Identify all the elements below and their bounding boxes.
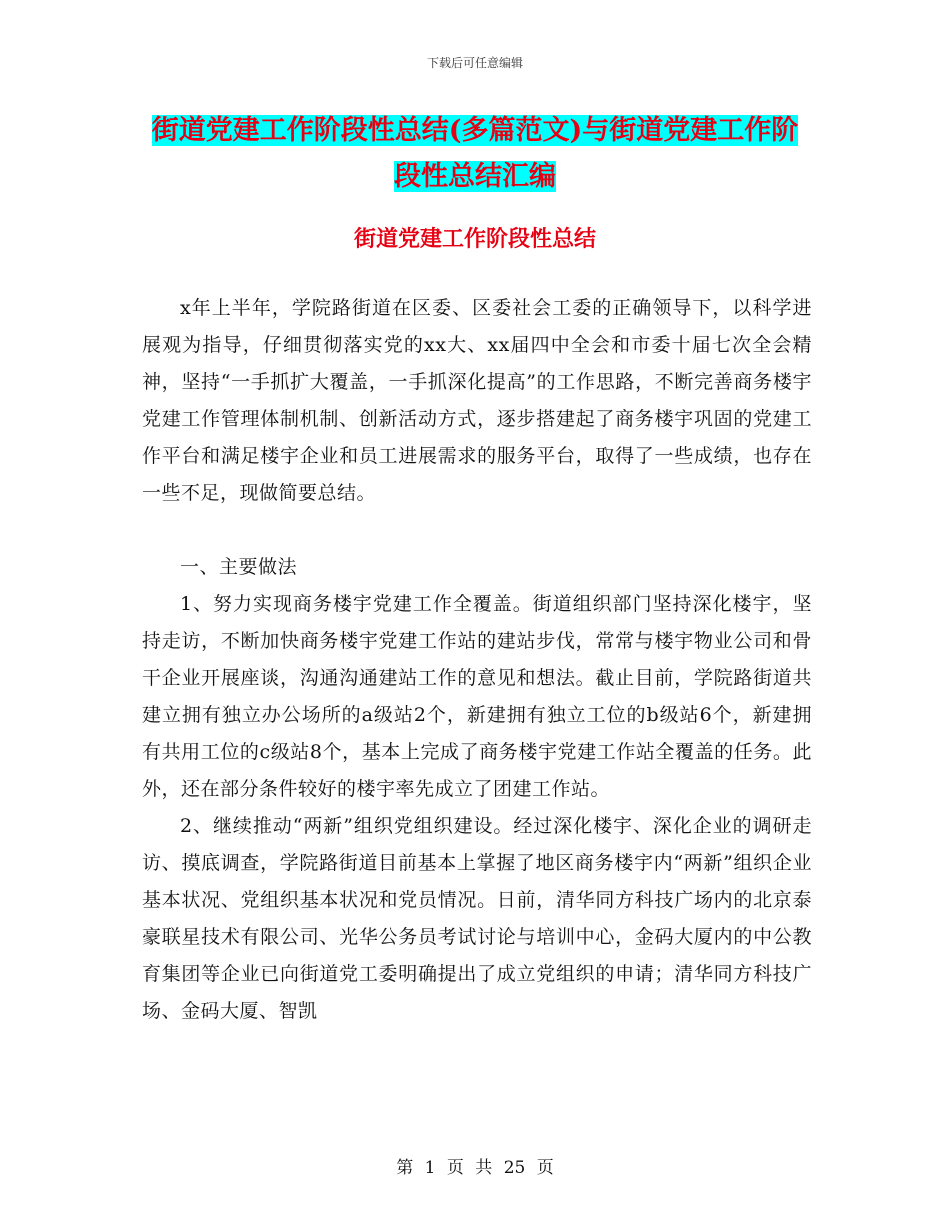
- header-note: 下载后可任意编辑: [426, 56, 523, 70]
- heading-main-practices: 一、主要做法: [180, 556, 298, 578]
- paragraph-item-1: 1、努力实现商务楼宇党建工作全覆盖。街道组织部门坚持深化楼宇，坚持走访，不断加快商务楼宇党建工作站的建站步伐，常常与楼宇物业公司和骨干企业开展座谈，沟通沟通建站工作的意见和想法。截止目前，学院路街道共建立拥有独立办公场所的a级站2个，新建拥有独立工位的b级站6个，新建拥有共用工位的c级站8个，基本上完成了商务楼宇党建工作站全覆盖的任务。此外，还在部分条件较好的楼宇率先成立了团建工作站。: [142, 593, 812, 800]
- paragraph-intro: x年上半年，学院路街道在区委、区委社会工委的正确领导下，以科学进展观为指导，仔细贯彻落实党的xx大、xx届四中全会和市委十届七次全会精神，坚持“一手抓扩大覆盖，一手抓深化提高”的工作思路，不断完善商务楼宇党建工作管理体制机制、创新活动方式，逐步搭建起了商务楼宇巩固的党建工作平台和满足楼宇企业和员工进展需求的服务平台，取得了一些成绩，也存在一些不足，现做简要总结。: [142, 297, 812, 504]
- document-body: [142, 290, 812, 1030]
- document-main-title: [140, 108, 810, 200]
- section-title: 街道党建工作阶段性总结: [353, 226, 596, 252]
- paragraph-item-2: 2、继续推动“两新”组织党组织建设。经过深化楼宇、深化企业的调研走访、摸底调查，学院路街道目前基本上掌握了地区商务楼宇内“两新”组织企业基本状况、党组织基本状况和党员情况。日前，清华同方科技广场内的北京泰豪联星技术有限公司、光华公务员考试讨论与培训中心，金码大厦内的中公教育集团等企业已向街道党工委明确提出了成立党组织的申请；清华同方科技广场、金码大厦、智凯: [142, 815, 812, 1022]
- main-title-highlight: 街道党建工作阶段性总结(多篇范文)与街道党建工作阶段性总结汇编: [151, 115, 799, 192]
- page-footer: 第 1 页 共 25 页: [396, 1158, 554, 1178]
